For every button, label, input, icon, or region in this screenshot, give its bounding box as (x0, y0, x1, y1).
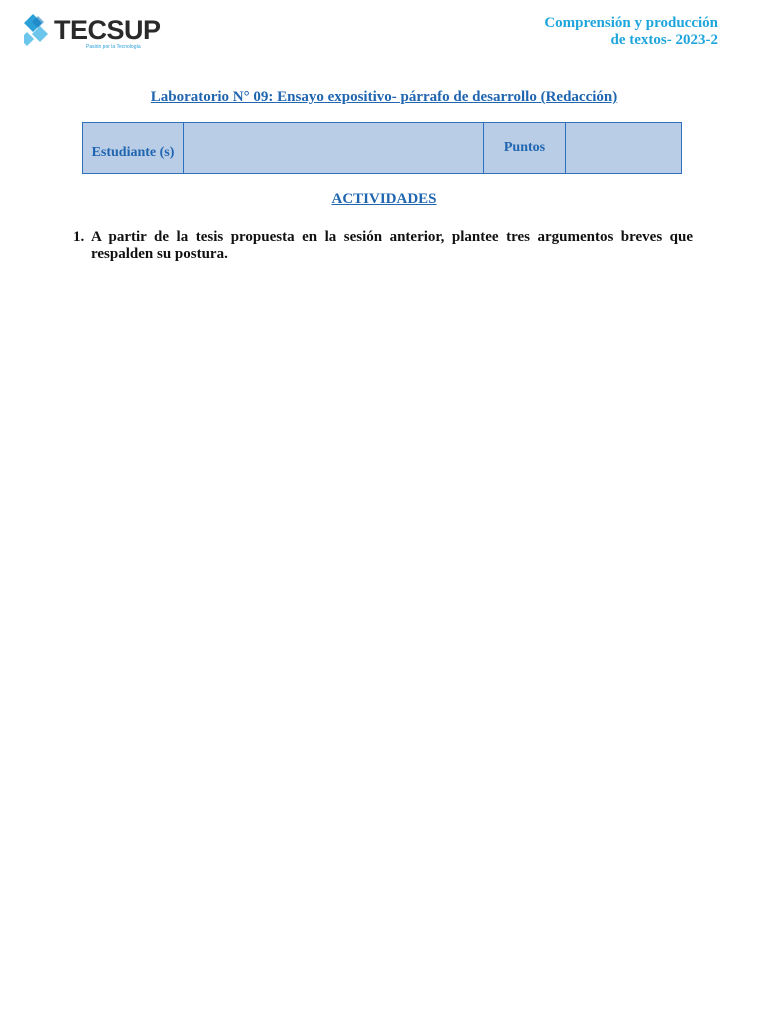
logo-wordmark: TECSUP (54, 15, 161, 45)
activity-text: A partir de la tesis propuesta en la sesión anterior, plantee tres argumentos breves que respalden su postura. (91, 229, 693, 262)
tecsup-logo-mark-icon (24, 14, 58, 50)
points-field[interactable] (566, 123, 682, 174)
lab-title: Laboratorio N° 09: Ensayo expositivo- párrafo de desarrollo (Redacción) (150, 89, 618, 105)
student-name-field[interactable] (184, 123, 484, 174)
student-label: Estudiante (s) (83, 123, 184, 174)
course-header (544, 15, 718, 49)
student-info-table (82, 122, 682, 174)
activities-heading: ACTIVIDADES (331, 191, 437, 207)
activity-number: 1. (73, 229, 85, 245)
course-name-line2: de textos- 2023-2 (610, 32, 718, 48)
points-label: Puntos (484, 123, 566, 174)
tecsup-logo (24, 14, 161, 54)
logo-tagline: Pasión por la Tecnología (86, 44, 141, 50)
course-name-line1: Comprensión y producción (544, 15, 718, 31)
